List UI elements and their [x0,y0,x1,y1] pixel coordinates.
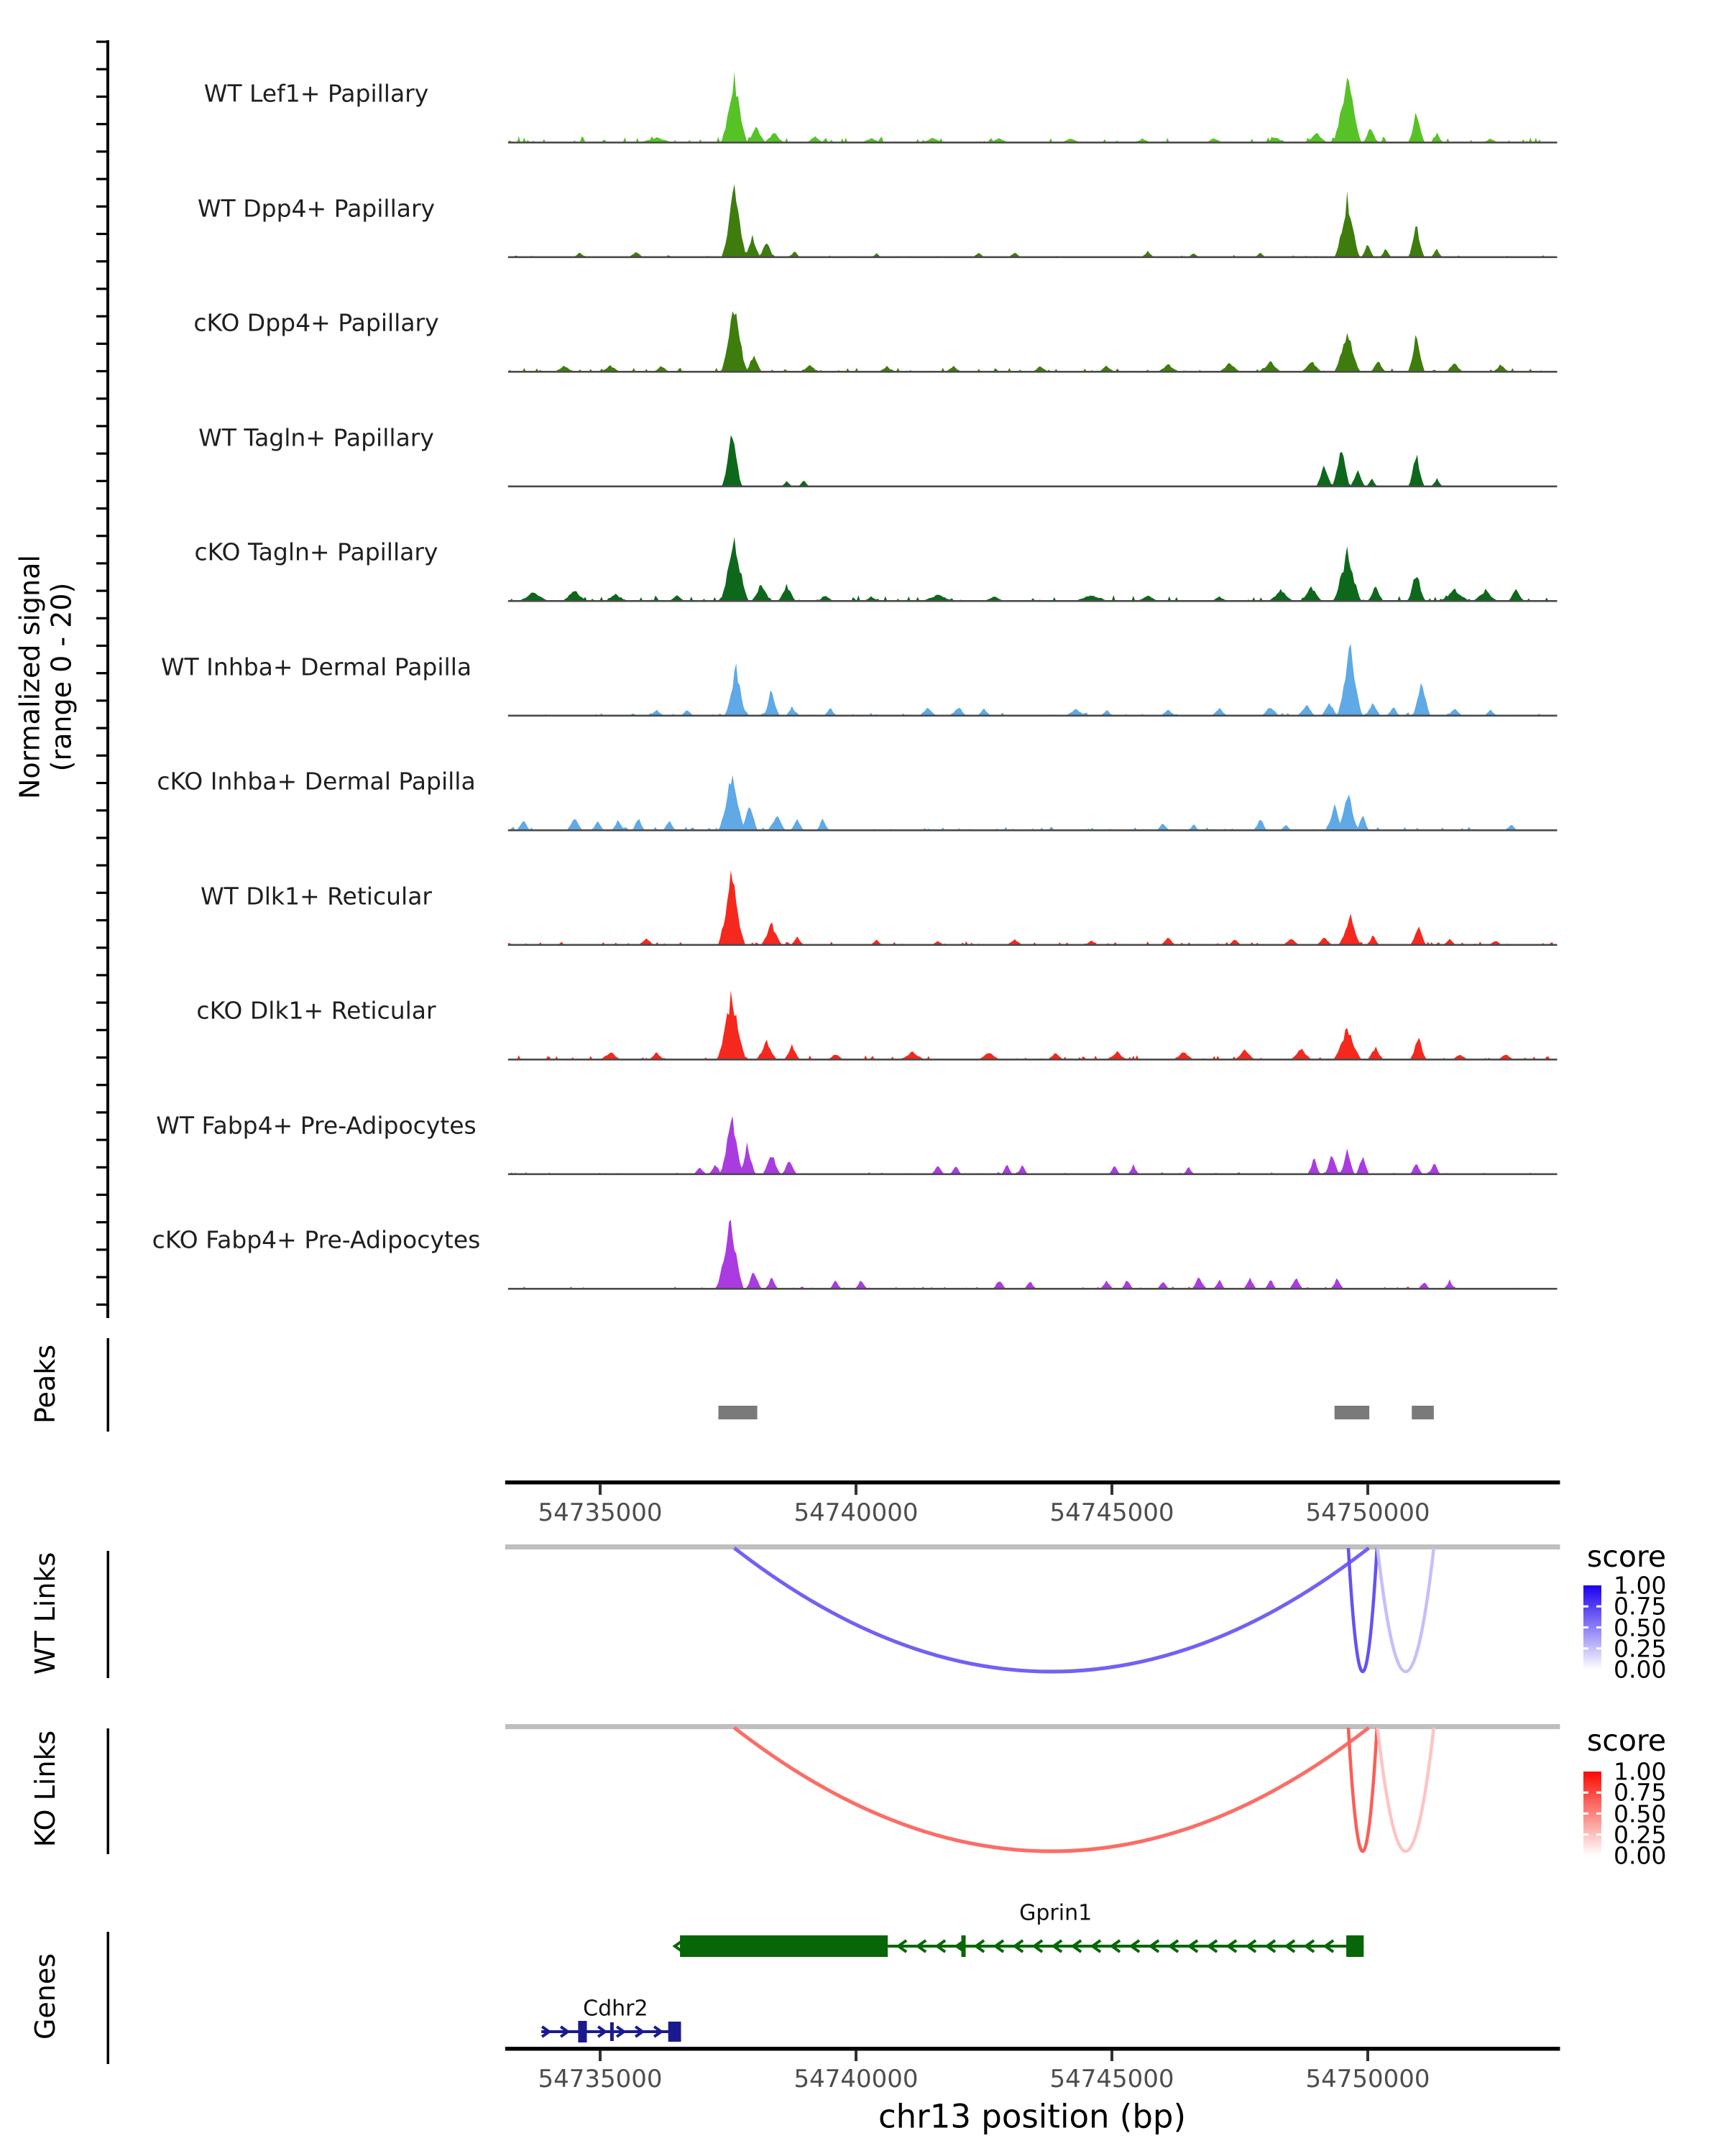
gene-cdhr2-end-box [668,2022,681,2042]
genes-bracket [107,1932,110,2064]
top-ruler-line [505,1480,1560,1485]
signal-axis-tick [96,865,108,867]
track-baseline [508,371,1558,373]
signal-area-track-7 [508,870,1558,945]
wt-score-legend-bar-tick [1596,1626,1601,1628]
signal-axis-label-line1: Normalized signal [14,555,46,799]
top-ruler-tick-label-3: 54750000 [1305,1498,1430,1527]
peaks-bracket [107,1338,110,1432]
bottom-ruler-tick [855,2050,857,2061]
signal-axis-tick [96,645,108,647]
ko-links-section-label: KO Links [29,1730,62,1848]
signal-axis-tick [96,41,108,43]
signal-axis-tick [96,206,108,208]
signal-axis-tick [96,974,108,976]
signal-axis-tick [96,150,108,152]
track-label-8: cKO Dlk1+ Reticular [196,996,436,1025]
signal-axis-tick [96,727,108,729]
signal-axis-tick [96,1221,108,1223]
signal-axis-tick [96,1139,108,1141]
wt-links-bracket [107,1551,110,1678]
signal-axis-tick [96,453,108,455]
track-label-3: WT Tagln+ Papillary [198,423,434,451]
signal-axis-tick [96,1304,108,1306]
ko-links-bracket [107,1728,110,1854]
gene-cdhr2-label: Cdhr2 [583,1996,648,2022]
signal-axis-tick [96,68,108,70]
track-label-10: cKO Fabp4+ Pre-Adipocytes [152,1225,481,1254]
gene-gprin1-exon-tick [962,1935,966,1957]
signal-axis-label-line2: (range 0 - 20) [45,582,77,772]
signal-axis-tick [96,782,108,784]
signal-axis-tick [96,919,108,921]
wt-link-backbone [505,1544,1560,1549]
ko-link-backbone [505,1724,1560,1729]
signal-axis-tick [96,837,108,839]
x-axis-title: chr13 position (bp) [878,2097,1187,2136]
ko-score-legend-title: score [1586,1723,1667,1758]
track-label-9: WT Fabp4+ Pre-Adipocytes [156,1111,477,1139]
wt-score-legend-tick-label-1: 0.75 [1614,1592,1667,1621]
signal-axis-tick [96,946,108,949]
ko-link-arc-2 [1378,1728,1434,1851]
signal-area-track-0 [508,72,1558,142]
top-ruler-tick-label-2: 54745000 [1049,1498,1174,1527]
gene-gprin1-end-box [1346,1935,1363,1957]
signal-axis-tick [96,96,108,98]
wt-score-legend-bar-tick [1583,1606,1588,1608]
signal-axis-tick [96,755,108,757]
signal-axis-tick [96,123,108,125]
signal-axis-tick [96,315,108,318]
signal-area-track-6 [508,775,1558,830]
signal-axis-tick [96,809,108,811]
bottom-ruler-line [505,2047,1560,2051]
signal-axis-tick [96,397,108,400]
signal-axis-tick [96,287,108,290]
signal-area-track-8 [508,990,1558,1059]
ko-score-legend-bar-tick [1596,1833,1601,1835]
ko-score-legend-tick-label-4: 0.00 [1614,1841,1667,1870]
ko-score-legend-bar-tick [1583,1812,1588,1815]
signal-axis-tick [96,1166,108,1169]
track-baseline [508,600,1558,602]
wt-link-arc-0 [735,1548,1369,1672]
track-label-0: WT Lef1+ Papillary [203,79,429,108]
wt-score-legend-tick-label-3: 0.25 [1614,1634,1667,1663]
track-baseline [508,829,1558,831]
bottom-ruler-tick-label-3: 54750000 [1305,2065,1430,2093]
track-label-4: cKO Tagln+ Papillary [194,538,438,566]
wt-score-legend-title: score [1586,1539,1667,1574]
signal-axis-tick [96,1084,108,1086]
bottom-ruler-tick [599,2050,602,2061]
signal-axis-tick [96,1194,108,1196]
gene-gprin1-label: Gprin1 [1019,1900,1092,1926]
signal-area-track-2 [508,311,1558,372]
wt-score-legend-bar-tick [1583,1647,1588,1649]
track-baseline [508,486,1558,488]
gene-gprin1-exon-box [680,1935,888,1957]
genes-section-label: Genes [29,1953,62,2040]
signal-axis-tick [96,1111,108,1113]
bottom-ruler-tick [1110,2050,1113,2061]
peak-call-box-0 [718,1406,757,1419]
wt-score-legend-tick-label-4: 0.00 [1614,1655,1667,1684]
signal-axis-tick [96,425,108,427]
peaks-section-label: Peaks [29,1344,62,1424]
signal-axis-tick [96,480,108,482]
signal-axis-tick [96,699,108,701]
signal-axis-line [106,40,109,1318]
ko-link-arc-0 [735,1728,1369,1851]
wt-score-legend-bar-tick [1596,1606,1601,1608]
signal-area-track-5 [508,644,1558,716]
track-baseline [508,1288,1558,1290]
peak-call-box-1 [1335,1406,1369,1419]
bottom-ruler-tick-label-2: 54745000 [1049,2065,1174,2093]
top-ruler-tick [1110,1484,1113,1495]
signal-area-track-9 [508,1116,1558,1174]
ko-score-legend-tick-label-2: 0.50 [1614,1800,1667,1828]
signal-area-track-10 [508,1220,1558,1289]
signal-axis-tick [96,260,108,262]
track-label-1: WT Dpp4+ Papillary [197,194,436,222]
signal-axis-tick [96,370,108,372]
signal-axis-tick [96,590,108,592]
ko-score-legend-bar-tick [1583,1792,1588,1794]
track-baseline [508,944,1558,946]
signal-area-track-1 [508,184,1558,257]
signal-axis-tick [96,507,108,510]
ko-score-legend-bar-tick [1596,1792,1601,1794]
track-label-7: WT Dlk1+ Reticular [201,882,432,910]
wt-link-arc-2 [1378,1548,1434,1672]
signal-axis-tick [96,233,108,235]
ko-score-legend-bar-tick [1583,1833,1588,1835]
wt-score-legend-tick-label-0: 1.00 [1614,1571,1667,1600]
track-label-6: cKO Inhba+ Dermal Papilla [157,767,476,796]
wt-links-section-label: WT Links [29,1552,62,1675]
ko-score-legend-tick-label-1: 0.75 [1614,1778,1667,1807]
signal-axis-tick [96,1276,108,1279]
track-baseline [508,1059,1558,1061]
track-baseline [508,257,1558,259]
top-ruler-tick [1366,1484,1369,1495]
bottom-ruler-tick-label-0: 54735000 [538,2065,663,2093]
peak-call-box-2 [1412,1406,1434,1419]
wt-score-legend-tick-label-2: 0.50 [1614,1613,1667,1641]
gene-cdhr2-exon-tick [610,2022,614,2041]
signal-axis-tick [96,535,108,537]
signal-axis-tick [96,178,108,180]
ko-link-arc-1 [1348,1728,1377,1851]
top-ruler-tick [855,1484,857,1495]
top-ruler-tick-label-0: 54735000 [538,1498,663,1527]
top-ruler-tick-label-1: 54740000 [794,1498,919,1527]
signal-axis-tick [96,617,108,619]
signal-axis-tick [96,1029,108,1031]
signal-axis-label [14,555,77,799]
track-label-5: WT Inhba+ Dermal Papilla [160,653,472,681]
signal-axis-tick [96,1248,108,1250]
signal-axis-tick [96,562,108,564]
wt-link-arc-1 [1348,1548,1377,1672]
track-baseline [508,715,1558,717]
top-ruler-tick [599,1484,602,1495]
signal-axis-tick [96,1002,108,1004]
signal-axis-tick [96,672,108,674]
bottom-ruler-tick-label-1: 54740000 [794,2065,919,2093]
track-label-2: cKO Dpp4+ Papillary [193,308,439,337]
signal-area-track-4 [508,537,1558,601]
signal-axis-tick [96,1056,108,1059]
signal-area-track-3 [508,436,1558,487]
ko-score-legend-bar-tick [1596,1812,1601,1815]
wt-score-legend-bar-tick [1583,1626,1588,1628]
bottom-ruler-tick [1366,2050,1369,2061]
ko-score-legend-tick-label-3: 0.25 [1614,1820,1667,1849]
ko-score-legend-tick-label-0: 1.00 [1614,1757,1667,1786]
track-baseline [508,142,1558,144]
wt-score-legend-bar-tick [1596,1647,1601,1649]
signal-axis-tick [96,343,108,345]
signal-axis-tick [96,892,108,894]
track-baseline [508,1174,1558,1176]
